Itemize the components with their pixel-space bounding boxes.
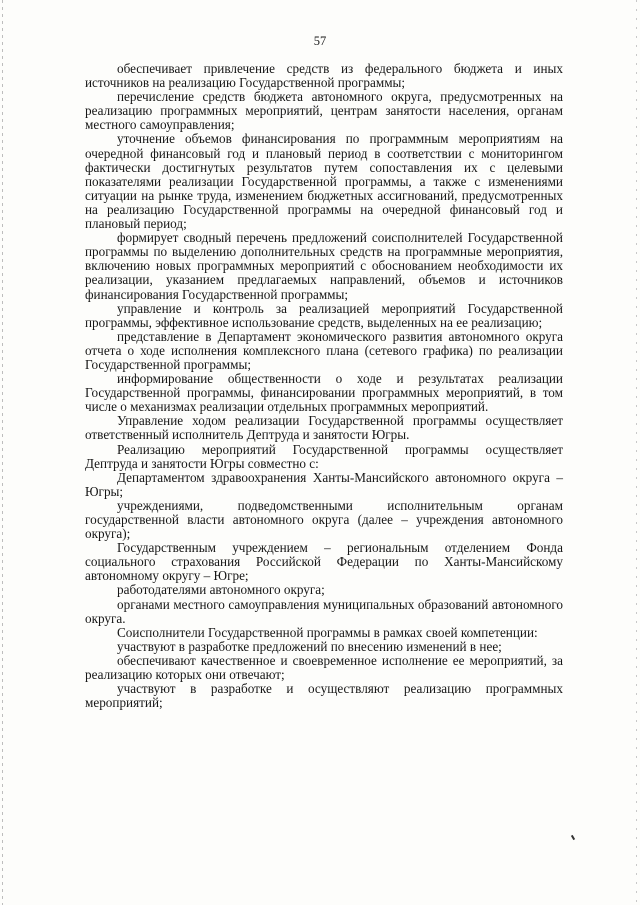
paragraph: учреждениями, подведомственными исполнительным органам государственной власти автономного округа (далее – учреждения автономного округа); [85,497,563,542]
paragraph: Департаментом здравоохранения Ханты-Мансийского автономного округа – Югры; [85,469,563,499]
paragraph: представление в Департамент экономического развития автономного округа отчета о ходе исполнения комплексного плана (сетевого графика) по реализации Государственной программы; [85,328,563,372]
paragraph: Государственным учреждением – региональным отделением Фонда социального страхования Российской Федерации по Ханты-Мансийскому автономному округу – Югре; [85,540,563,584]
paragraph: органами местного самоуправления муниципальных образований автономного округа. [85,596,563,626]
paragraph: участвуют в разработке и осуществляют реализацию программных мероприятий; [85,681,563,711]
paragraph: формирует сводный перечень предложений соисполнителей Государственной программы по выделению дополнительных средств на программные мероприятия, включению новых программных мероприятий с обоснованием необходимости их реализации, указанием предлагаемых направлений, объемов и источников финансирования Государственной программы; [85,230,563,302]
paragraph: перечисление средств бюджета автономного округа, предусмотренных на реализацию программных мероприятий, центрам занятости населения, органам местного самоуправления; [85,89,563,133]
paragraph: Соисполнители Государственной программы в рамках своей компетенции: [117,624,538,640]
paragraph: обеспечивает привлечение средств из федерального бюджета и иных источников на реализацию Государственной программы; [85,61,563,91]
page-number: 57 [313,34,327,48]
scan-edge-right [636,0,637,905]
paragraph: информирование общественности о ходе и результатах реализации Государственной программы, финансировании программных мероприятий, в том числе о механизмах реализации отдельных программных мероприятий. [85,371,563,415]
scan-edge-left [2,0,3,905]
paragraph: работодателями автономного округа; [117,582,325,598]
body-text [85,62,563,710]
paragraph: Реализацию мероприятий Государственной программы осуществляет Дептруда и занятости Югры совместно с: [85,441,563,471]
paragraph: Управление ходом реализации Государственной программы осуществляет ответственный исполнитель Дептруда и занятости Югры. [85,413,563,443]
paragraph: управление и контроль за реализацией мероприятий Государственной программы, эффективное использование средств, выделенных на ее реализацию; [85,300,563,330]
scan-speck [571,835,575,840]
paragraph: участвуют в разработке предложений по внесению изменений в нее; [117,638,502,654]
paragraph: обеспечивают качественное и своевременное исполнение ее мероприятий, за реализацию которых они отвечают; [85,652,563,683]
paragraph: уточнение объемов финансирования по программным мероприятиям на очередной финансовый год и плановый период в соответствии с мониторингом фактически достигнутых результатов путем сопоставления их с целевыми показателями реализации Государственной программы, а также с изменениями ситуации на рынке труда, изменением бюджетных ассигнований, предусмотренных на реализацию Государственной программы на очередной финансовый год и плановый период; [85,131,563,232]
